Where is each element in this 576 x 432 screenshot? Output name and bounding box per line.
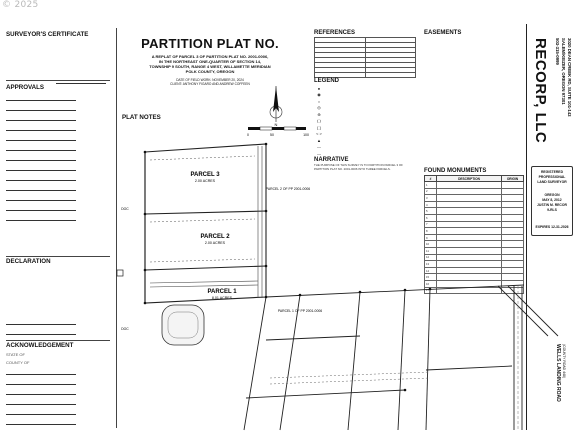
monument-marker <box>265 296 268 299</box>
road-designation: (COUNTY ROAD 448) <box>562 344 566 378</box>
seal-text: EXPIRES 12-31-2026 <box>535 225 569 229</box>
scale-tick-label: 100 <box>303 133 309 137</box>
parcel-2-label: PARCEL 2 <box>200 234 230 240</box>
seal-text: 9-RLS <box>547 208 557 212</box>
date-of-field-work: DATE OF FIELD WORK: NOVEMBER 20, 2024 <box>176 78 244 82</box>
parcel-1-area: 8.01 ACRES <box>211 296 233 300</box>
legend-symbol: < > <box>316 131 322 137</box>
plat-subtitle-line: POLK COUNTY, OREGON <box>185 69 235 74</box>
legend-symbol: ● <box>317 85 321 91</box>
plat-subtitle-line: IN THE NORTHEAST ONE-QUARTER OF SECTION 14, <box>158 59 262 64</box>
table-cell: 12 <box>425 254 437 261</box>
scale-tick-label: 50 <box>270 133 274 137</box>
plat-subtitle-line: A REPLAT OF PARCEL 3 OF PARTITION PLAT NO. 2001-0006, <box>151 54 269 59</box>
plat-title: PARTITION PLAT NO. <box>141 36 279 51</box>
company-address-line: SALEM/KEIZER, OREGON 97301 <box>561 38 566 105</box>
adjoining-parcels <box>244 285 524 430</box>
monument-marker <box>404 289 407 292</box>
monument-marker <box>359 291 362 294</box>
seal-text: LAND SURVEYOR <box>537 180 567 184</box>
seal-text: JUSTIN M. RECOR <box>537 203 567 207</box>
plat-subtitle-line: TOWNSHIP 9 SOUTH, RANGE 4 WEST, WILLAMETTE MERIDIAN <box>149 64 271 69</box>
column-header: ORIGIN <box>502 176 524 182</box>
monument-marker <box>265 210 268 213</box>
table-cell: 14 <box>425 267 437 274</box>
parcel-line <box>145 211 266 214</box>
client: CLIENT: ANTHONY FIGARO AND ANDREW COFFEEN <box>170 82 250 87</box>
parcel-1-label: PARCEL 1 <box>207 289 237 295</box>
doc-reference: DOC <box>121 327 129 331</box>
building-footprint <box>162 305 204 345</box>
table-cell: 8 <box>425 228 437 235</box>
legend-symbol: ◎ <box>317 105 321 111</box>
monument-marker <box>265 265 268 268</box>
parcel-line <box>145 266 266 270</box>
narrative-paragraph: THE PURPOSE OF THIS SURVEY IS TO PARTITION PARCEL 3 OF PARTITION PLAT NO. 2001-0006 INTO THREE PARCELS. <box>314 163 403 171</box>
monument-marker <box>299 294 302 297</box>
references-heading: REFERENCES <box>314 30 356 36</box>
scale-bar <box>247 127 309 137</box>
seal-text: REGISTERED <box>540 170 564 174</box>
column-header: DESCRIPTION <box>437 176 502 182</box>
monument-marker <box>265 143 268 146</box>
company-address-line: 503-315-0999 <box>555 38 560 65</box>
table-cell: 10 <box>425 241 437 248</box>
boundary-line <box>426 289 430 430</box>
plat-notes-heading: PLAT NOTES <box>122 114 161 121</box>
access-easement <box>150 146 262 298</box>
table-cell: 5 <box>425 208 437 215</box>
table-cell: 2 <box>425 188 437 195</box>
table-cell: 11 <box>425 247 437 254</box>
seal-text: MAY 8, 2012 <box>542 198 562 202</box>
boundary-line <box>266 336 360 340</box>
table-cell: 15 <box>425 274 437 281</box>
easements-heading: EASEMENTS <box>424 30 462 36</box>
legend-symbol: [ ] <box>317 124 321 130</box>
company-name: RECORP, LLC <box>532 38 549 144</box>
adjoiner-parcel-label: PARCEL 1 OF PP 2001-0006 <box>277 309 323 313</box>
monument-markers <box>144 143 432 392</box>
table-cell: 13 <box>425 261 437 268</box>
acknowledgement-heading: ACKNOWLEDGEMENT <box>6 342 74 349</box>
watermark: © 2025 <box>2 0 39 10</box>
monument-marker <box>429 288 432 291</box>
road-name: WELLS LANDING ROAD <box>555 344 561 402</box>
parcel-boundaries <box>145 144 266 303</box>
parcel-2-area: 2.00 ACRES <box>204 241 226 245</box>
parcel-3-label: PARCEL 3 <box>190 172 220 178</box>
table-cell: 1 <box>425 182 437 189</box>
boundary-line <box>398 290 405 430</box>
narrative-heading: NARRATIVE <box>314 157 349 163</box>
north-label: N <box>274 122 278 127</box>
approvals-heading: APPROVALS <box>6 84 45 91</box>
legend-heading: LEGEND <box>314 78 340 84</box>
legend-symbol: ▲ <box>317 137 321 143</box>
outer-parcel-boundary <box>145 144 266 303</box>
boundary-line <box>244 297 266 430</box>
boundary-line <box>426 366 512 370</box>
table-cell: 3 <box>425 195 437 202</box>
monument-marker <box>144 151 147 154</box>
found-monuments-heading: FOUND MONUMENTS <box>424 168 487 174</box>
state-of-label: STATE OF <box>6 352 25 357</box>
legend-symbol: ⊕ <box>317 111 321 117</box>
monument-box-icon <box>117 270 123 276</box>
parcel-3-area: 2.00 ACRES <box>194 179 216 183</box>
legend-symbol: — <box>317 150 321 156</box>
boundary-line <box>266 285 524 297</box>
monument-marker <box>404 389 407 392</box>
boundary-line <box>348 292 360 430</box>
adjoiner-parcel-label: PARCEL 2 OF PP 2001-0006 <box>265 187 311 191</box>
table-cell: 6 <box>425 214 437 221</box>
legend-symbol: — <box>317 144 321 150</box>
north-arrow-icon <box>270 86 282 127</box>
county-of-label: COUNTY OF <box>6 360 30 365</box>
table-cell: 16 <box>425 280 437 287</box>
table-cell: 9 <box>425 234 437 241</box>
wells-landing-road <box>498 286 558 430</box>
legend-symbol: ( ) <box>317 118 321 124</box>
column-header: # <box>425 176 437 182</box>
table-cell: 4 <box>425 201 437 208</box>
table-cell: 17 <box>425 287 437 294</box>
table-cell: 7 <box>425 221 437 228</box>
doc-reference: DOC <box>121 207 129 211</box>
company-address-line: 3020 DEAN CREEK RD, SUITE 101-143 <box>567 38 572 117</box>
declaration-heading: DECLARATION <box>6 258 51 265</box>
seal-text: PROFESSIONAL <box>538 175 566 179</box>
legend-symbol: ○ <box>317 98 321 104</box>
easement-lines <box>270 372 430 384</box>
boundary-line <box>246 390 405 398</box>
seal-text: OREGON <box>544 193 560 197</box>
scale-tick-label: 0 <box>247 133 249 137</box>
surveyor-certificate-heading: SURVEYOR'S CERTIFICATE <box>6 31 89 38</box>
monument-marker <box>144 269 147 272</box>
legend-symbol: ◉ <box>317 92 321 98</box>
boundary-line <box>280 295 300 430</box>
monument-marker <box>144 302 147 305</box>
monument-marker <box>144 213 147 216</box>
